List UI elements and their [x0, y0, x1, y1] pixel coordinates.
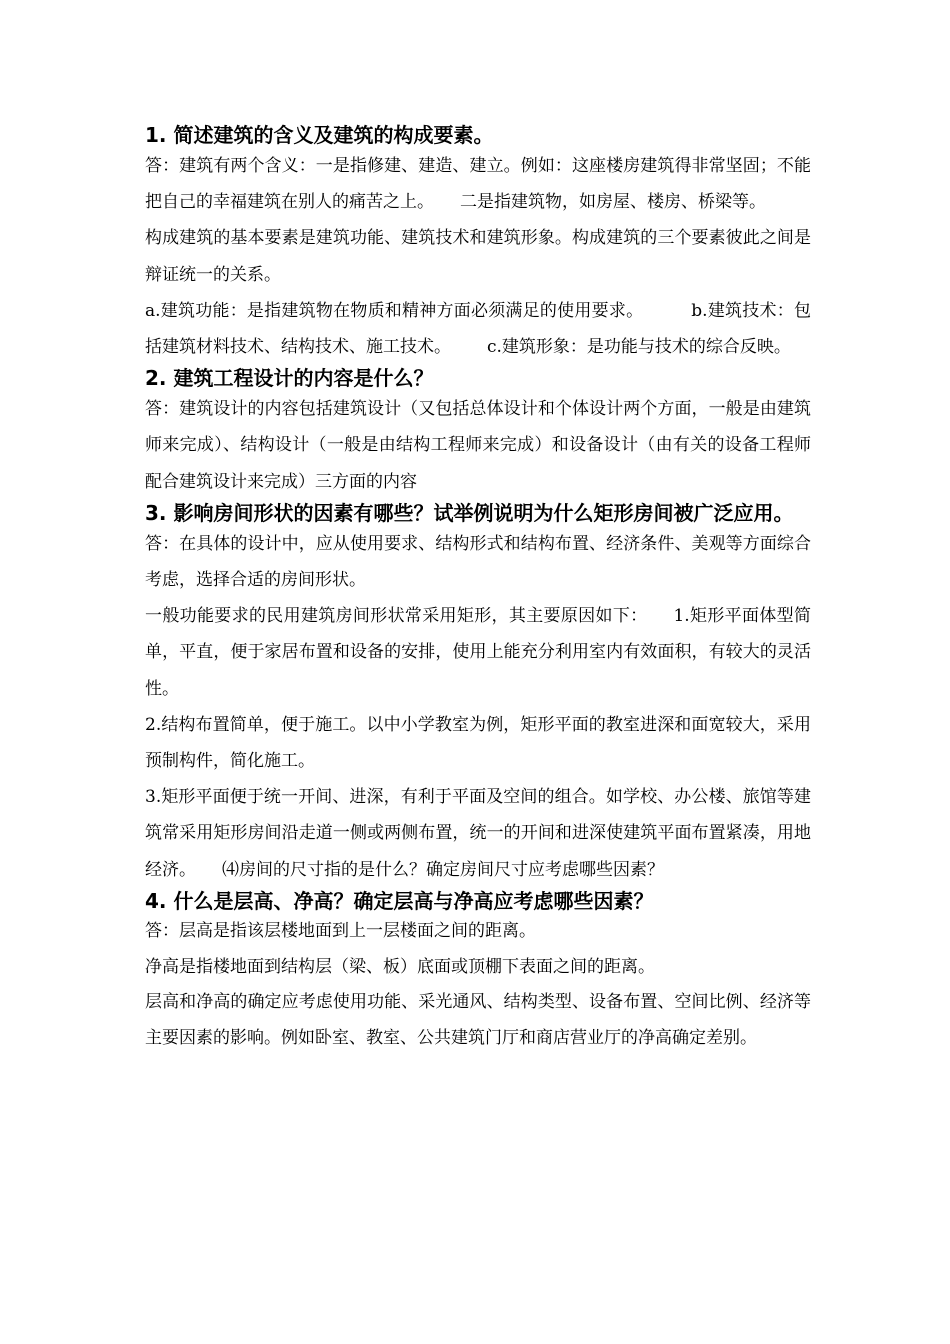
section-3 [145, 500, 811, 888]
paragraph: 2.结构布置简单，便于施工。以中小学教室为例，矩形平面的教室进深和面宽较大，采用预制构件，简化施工。 [145, 714, 811, 772]
text-run: c.建筑形象：是功能与技术的综合反映。 [487, 337, 791, 358]
text-run: 1.矩形平面体型简单，平直，便于家居布置和设备的安排，使用上能充分利用室内有效面积，有较大的灵活性。 [145, 606, 811, 699]
text-run: b.建筑技术：包括建筑材料技术、结构技术、施工技术。 [145, 300, 811, 358]
paragraph [145, 598, 811, 707]
section-heading: 4. 什么是层高、净高？确定层高与净高应考虑哪些因素？ [145, 888, 654, 913]
text-run: 一般功能要求的民用建筑房间形状常采用矩形，其主要原因如下： [145, 606, 648, 627]
paragraph: 答：建筑设计的内容包括建筑设计（又包括总体设计和个体设计两个方面，一般是由建筑师来完成）、结构设计（一般是由结构工程师来完成）和设备设计（由有关的设备工程师配合建筑设计来完成）三方面的内容 [145, 399, 811, 492]
section-heading: 1. 简述建筑的含义及建筑的构成要素。 [145, 123, 494, 147]
text-run: ⑷房间的尺寸指的是什么？确定房间尺寸应考虑哪些因素？ [222, 859, 664, 880]
section-1 [145, 122, 811, 365]
section-heading: 3. 影响房间形状的因素有哪些？试举例说明为什么矩形房间被广泛应用。 [145, 500, 794, 525]
text-run: 3.矩形平面便于统一开间、进深，有利于平面及空间的组合。如学校、办公楼、旅馆等建筑常采用矩形房间沿走道一侧或两侧布置，统一的开间和进深使建筑平面布置紧凑，用地经济。 [145, 787, 811, 880]
paragraph: 构成建筑的基本要素是建筑功能、建筑技术和建筑形象。构成建筑的三个要素彼此之间是辩证统一的关系。 [145, 228, 811, 285]
document-page [145, 122, 811, 1057]
paragraph: 层高和净高的确定应考虑使用功能、采光通风、结构类型、设备布置、空间比例、经济等主要因素的影响。例如卧室、教室、公共建筑门厅和商店营业厅的净高确定差别。 [145, 992, 811, 1049]
paragraph: 答：层高是指该层楼地面到上一层楼面之间的距离。 [145, 920, 536, 941]
paragraph [145, 293, 811, 365]
text-run: 答：建筑有两个含义：一是指修建、建造、建立。例如：这座楼房建筑得非常坚固；不能把自己的幸福建筑在别人的痛苦之上。 [145, 156, 811, 213]
section-2 [145, 365, 811, 500]
paragraph [145, 148, 811, 220]
text-run: 二是指建筑物，如房屋、楼房、桥梁等。 [460, 192, 766, 213]
section-4 [145, 888, 811, 1057]
paragraph: 答：在具体的设计中，应从使用要求、结构形式和结构布置、经济条件、美观等方面综合考虑，选择合适的房间形状。 [145, 533, 811, 591]
section-heading: 2. 建筑工程设计的内容是什么？ [145, 366, 434, 391]
text-run: a.建筑功能：是指建筑物在物质和精神方面必须满足的使用要求。 [145, 300, 644, 321]
paragraph: 净高是指楼地面到结构层（梁、板）底面或顶棚下表面之间的距离。 [145, 956, 655, 977]
paragraph [145, 779, 811, 888]
